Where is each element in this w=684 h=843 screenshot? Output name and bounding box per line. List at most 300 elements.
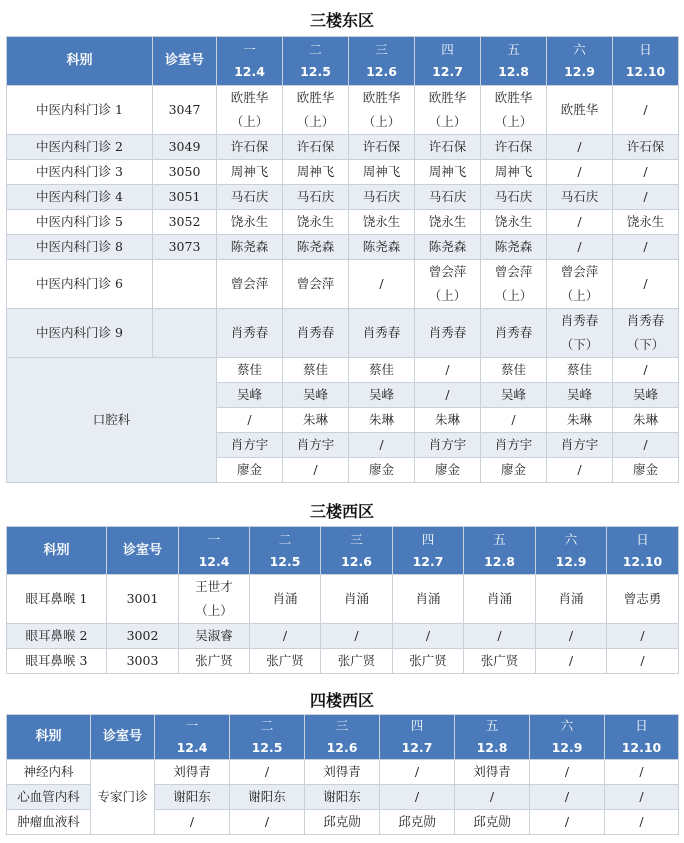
schedule-table-west-3f	[6, 526, 679, 674]
doctor-cell	[415, 210, 481, 235]
doctor-cell	[547, 160, 613, 185]
doctor-cell	[321, 624, 393, 649]
doctor-cell	[179, 624, 250, 649]
weekday-label: 日	[636, 531, 649, 547]
doctor-cell	[380, 760, 455, 785]
weekday-label: 六	[564, 531, 578, 547]
doctor-name: /	[264, 814, 270, 829]
doctor-name: /	[354, 628, 359, 643]
room-cell	[153, 309, 217, 358]
room-cell: 专家门诊	[91, 760, 155, 835]
table-row	[7, 210, 679, 235]
session-note: （下）	[626, 337, 665, 352]
dept-cell: 中医内科门诊 5	[7, 210, 153, 235]
date-label: 12.10	[622, 553, 663, 569]
header-day	[481, 37, 547, 86]
doctor-name: 曾会萍	[230, 276, 269, 291]
doctor-cell: 吴峰	[547, 383, 613, 408]
doctor-name: 许石保	[428, 139, 467, 154]
doctor-cell: 蔡佳	[349, 358, 415, 383]
session-note: （上）	[428, 114, 467, 129]
doctor-name: 许石保	[494, 139, 533, 154]
session-note: （上）	[494, 288, 533, 303]
weekday-label: 三	[375, 42, 388, 57]
weekday-label: 日	[635, 718, 648, 733]
header-day	[230, 715, 305, 760]
doctor-cell	[613, 185, 679, 210]
room-cell: 3003	[107, 649, 179, 674]
doctor-name: 肖秀春	[428, 325, 467, 340]
doctor-cell	[155, 810, 230, 835]
doctor-name: 饶永生	[494, 214, 533, 229]
doctor-cell	[217, 185, 283, 210]
doctor-cell: 朱琳	[349, 408, 415, 433]
doctor-name: 周神飞	[230, 164, 269, 179]
doctor-cell: 朱琳	[613, 408, 679, 433]
doctor-cell	[536, 575, 607, 624]
room-cell: 3047	[153, 86, 217, 135]
doctor-cell: 廖金	[217, 458, 283, 483]
doctor-name: 张广贤	[195, 653, 233, 668]
doctor-cell: 蔡佳	[217, 358, 283, 383]
doctor-cell: 朱琳	[547, 408, 613, 433]
header-day	[217, 37, 283, 86]
doctor-cell: /	[613, 358, 679, 383]
session-note: （上）	[195, 603, 233, 618]
doctor-cell	[536, 624, 607, 649]
doctor-cell	[481, 160, 547, 185]
doctor-cell	[155, 760, 230, 785]
doctor-cell	[283, 309, 349, 358]
doctor-name: 陈尧森	[428, 239, 467, 254]
session-note: （上）	[428, 288, 467, 303]
doctor-name: /	[425, 628, 431, 643]
date-label: 12.4	[176, 740, 208, 755]
doctor-name: 欧胜华	[494, 90, 533, 105]
doctor-cell: 肖方宇	[217, 433, 283, 458]
doctor-cell	[283, 135, 349, 160]
session-note: （下）	[560, 337, 599, 352]
doctor-cell	[415, 86, 481, 135]
doctor-name: 吴淑睿	[195, 628, 233, 643]
table-row	[7, 185, 679, 210]
schedule-table-west-4f	[6, 714, 679, 835]
doctor-cell	[283, 210, 349, 235]
doctor-name: 饶永生	[296, 214, 335, 229]
doctor-cell	[605, 810, 679, 835]
doctor-name: 周神飞	[362, 164, 401, 179]
header-dept: 科别	[7, 527, 107, 575]
dept-cell: 口腔科	[7, 358, 217, 483]
section-title-west-3f: 三楼西区	[309, 502, 374, 521]
doctor-name: 曾会萍	[296, 276, 335, 291]
header-day	[349, 37, 415, 86]
doctor-name: /	[577, 139, 582, 154]
doctor-cell: 吴峰	[481, 383, 547, 408]
doctor-cell	[530, 760, 605, 785]
weekday-label: 一	[185, 718, 199, 733]
doctor-cell	[380, 810, 455, 835]
header-day	[305, 715, 380, 760]
doctor-name: /	[564, 764, 570, 779]
room-cell: 3049	[153, 135, 217, 160]
doctor-cell	[349, 185, 415, 210]
dept-cell: 中医内科门诊 1	[7, 86, 153, 135]
doctor-name: 刘得青	[173, 764, 211, 779]
header-day	[536, 527, 607, 575]
doctor-name: 陈尧森	[362, 239, 401, 254]
header-day	[250, 527, 321, 575]
doctor-cell	[393, 649, 464, 674]
weekday-label: 二	[309, 42, 322, 57]
doctor-cell	[547, 135, 613, 160]
doctor-cell: /	[349, 433, 415, 458]
doctor-name: 肖涌	[486, 591, 512, 606]
doctor-cell	[613, 135, 679, 160]
doctor-cell	[217, 210, 283, 235]
weekday-label: 一	[243, 42, 256, 57]
dept-cell: 眼耳鼻喉 1	[7, 575, 107, 624]
weekday-label: 三	[335, 718, 349, 733]
doctor-name: 张广贤	[480, 653, 519, 668]
weekday-label: 三	[350, 531, 363, 547]
doctor-cell	[613, 309, 679, 358]
table-row	[7, 86, 679, 135]
doctor-cell	[415, 160, 481, 185]
table-row	[7, 649, 679, 674]
table-row	[7, 135, 679, 160]
doctor-name: /	[414, 764, 420, 779]
doctor-cell: 廖金	[481, 458, 547, 483]
dept-cell: 中医内科门诊 6	[7, 260, 153, 309]
doctor-name: 马石庆	[296, 189, 335, 204]
doctor-cell: 吴峰	[217, 383, 283, 408]
dept-cell: 神经内科	[7, 760, 91, 785]
session-note: （上）	[494, 114, 533, 129]
doctor-name: /	[643, 102, 648, 117]
doctor-cell	[481, 210, 547, 235]
dept-cell: 中医内科门诊 8	[7, 235, 153, 260]
doctor-cell	[455, 810, 530, 835]
weekday-label: 四	[421, 531, 435, 547]
doctor-cell	[530, 810, 605, 835]
header-day	[464, 527, 536, 575]
header-day	[283, 37, 349, 86]
header-day	[547, 37, 613, 86]
doctor-cell	[613, 86, 679, 135]
doctor-cell	[481, 135, 547, 160]
weekday-label: 六	[573, 42, 586, 57]
weekday-label: 五	[507, 42, 520, 57]
table-row	[7, 575, 679, 624]
doctor-name: 饶永生	[362, 214, 401, 229]
doctor-name: /	[189, 814, 195, 829]
table-row	[7, 260, 679, 309]
doctor-name: 饶永生	[626, 214, 665, 229]
doctor-name: 许石保	[296, 139, 335, 154]
doctor-cell	[613, 235, 679, 260]
doctor-name: /	[568, 628, 574, 643]
doctor-name: 陈尧森	[296, 239, 335, 254]
section-title-west-4f: 四楼西区	[309, 691, 374, 710]
doctor-cell: 吴峰	[283, 383, 349, 408]
doctor-cell	[455, 785, 530, 810]
dept-cell: 眼耳鼻喉 2	[7, 624, 107, 649]
doctor-cell	[217, 160, 283, 185]
doctor-cell: 肖方宇	[481, 433, 547, 458]
doctor-cell: /	[613, 433, 679, 458]
table-row	[7, 235, 679, 260]
date-label: 12.4	[198, 553, 230, 569]
doctor-name: 肖秀春	[230, 325, 269, 340]
doctor-cell	[481, 260, 547, 309]
doctor-name: 曾会萍	[494, 264, 533, 279]
doctor-cell	[455, 760, 530, 785]
dept-cell: 中医内科门诊 4	[7, 185, 153, 210]
doctor-name: 周神飞	[494, 164, 533, 179]
header-day	[321, 527, 393, 575]
doctor-cell	[230, 760, 305, 785]
date-label: 12.8	[476, 740, 508, 755]
date-label: 12.10	[625, 64, 666, 79]
doctor-cell	[349, 160, 415, 185]
doctor-name: 谢阳东	[323, 789, 361, 804]
header-day	[607, 527, 679, 575]
doctor-name: 肖涌	[558, 591, 584, 606]
doctor-cell	[415, 309, 481, 358]
doctor-cell	[217, 260, 283, 309]
doctor-cell: 肖方宇	[547, 433, 613, 458]
doctor-name: /	[564, 789, 570, 804]
session-note: （上）	[230, 114, 269, 129]
table-row	[7, 624, 679, 649]
header-day	[415, 37, 481, 86]
doctor-cell	[349, 309, 415, 358]
header-day	[179, 527, 250, 575]
date-label: 12.8	[498, 64, 529, 79]
doctor-cell	[607, 649, 679, 674]
doctor-name: 刘得青	[473, 764, 511, 779]
doctor-cell	[547, 210, 613, 235]
doctor-name: 陈尧森	[494, 239, 533, 254]
doctor-cell: 吴峰	[349, 383, 415, 408]
doctor-cell	[283, 160, 349, 185]
header-day	[455, 715, 530, 760]
doctor-name: 许石保	[362, 139, 401, 154]
doctor-name: /	[568, 653, 574, 668]
doctor-name: 谢阳东	[248, 789, 286, 804]
doctor-name: 邱克勋	[473, 814, 511, 829]
doctor-cell	[349, 135, 415, 160]
doctor-cell: 蔡佳	[481, 358, 547, 383]
doctor-cell	[305, 785, 380, 810]
doctor-name: 马石庆	[428, 189, 467, 204]
doctor-name: 饶永生	[428, 214, 467, 229]
doctor-name: 欧胜华	[428, 90, 467, 105]
doctor-cell	[613, 260, 679, 309]
dept-cell: 中医内科门诊 2	[7, 135, 153, 160]
doctor-cell	[613, 160, 679, 185]
doctor-cell	[349, 260, 415, 309]
doctor-cell	[321, 575, 393, 624]
doctor-cell	[283, 235, 349, 260]
doctor-name: 马石庆	[560, 189, 599, 204]
dept-cell: 心血管内科	[7, 785, 91, 810]
doctor-cell: 廖金	[613, 458, 679, 483]
doctor-cell	[283, 185, 349, 210]
dept-cell: 眼耳鼻喉 3	[7, 649, 107, 674]
doctor-name: /	[264, 764, 270, 779]
doctor-name: 张广贤	[337, 653, 376, 668]
doctor-name: /	[577, 214, 582, 229]
doctor-cell	[283, 86, 349, 135]
doctor-name: 曾会萍	[560, 264, 599, 279]
doctor-cell	[605, 760, 679, 785]
doctor-cell: 廖金	[349, 458, 415, 483]
header-room: 诊室号	[153, 37, 217, 86]
doctor-name: 邱克勋	[398, 814, 436, 829]
weekday-label: 一	[207, 531, 221, 547]
doctor-name: /	[639, 814, 644, 829]
doctor-cell	[415, 235, 481, 260]
date-label: 12.9	[551, 740, 583, 755]
doctor-name: 周神飞	[428, 164, 467, 179]
header-dept: 科别	[7, 715, 91, 760]
doctor-cell	[283, 260, 349, 309]
doctor-name: /	[489, 789, 495, 804]
doctor-cell: 朱琳	[415, 408, 481, 433]
doctor-cell	[305, 810, 380, 835]
doctor-name: /	[282, 628, 288, 643]
doctor-cell: /	[415, 383, 481, 408]
doctor-cell	[349, 210, 415, 235]
room-cell: 3051	[153, 185, 217, 210]
doctor-cell	[547, 309, 613, 358]
doctor-name: 欧胜华	[560, 102, 599, 117]
date-label: 12.9	[564, 64, 595, 79]
schedule-table-east-3f	[6, 36, 679, 483]
doctor-name: 马石庆	[362, 189, 401, 204]
room-cell: 3050	[153, 160, 217, 185]
doctor-name: 马石庆	[230, 189, 269, 204]
weekday-label: 四	[441, 42, 454, 57]
doctor-cell	[349, 235, 415, 260]
doctor-cell	[217, 135, 283, 160]
doctor-name: 肖秀春	[626, 313, 665, 328]
header-day	[393, 527, 464, 575]
date-label: 12.7	[432, 64, 463, 79]
doctor-cell	[464, 624, 536, 649]
doctor-cell	[179, 649, 250, 674]
doctor-cell	[250, 575, 321, 624]
doctor-name: 邱克勋	[323, 814, 361, 829]
date-label: 12.5	[269, 553, 301, 569]
room-cell: 3001	[107, 575, 179, 624]
session-note: （上）	[362, 114, 401, 129]
doctor-cell	[250, 649, 321, 674]
doctor-cell	[605, 785, 679, 810]
date-label: 12.4	[234, 64, 265, 79]
header-day	[530, 715, 605, 760]
doctor-cell	[155, 785, 230, 810]
doctor-name: /	[577, 239, 582, 254]
date-label: 12.6	[366, 64, 397, 79]
room-cell: 3002	[107, 624, 179, 649]
room-cell: 3073	[153, 235, 217, 260]
doctor-cell	[230, 810, 305, 835]
date-label: 12.6	[341, 553, 372, 569]
doctor-cell	[607, 624, 679, 649]
doctor-cell	[393, 575, 464, 624]
dept-cell: 中医内科门诊 9	[7, 309, 153, 358]
table-row	[7, 358, 679, 383]
doctor-name: /	[643, 189, 648, 204]
doctor-cell: 蔡佳	[547, 358, 613, 383]
doctor-cell	[393, 624, 464, 649]
doctor-cell: 朱琳	[283, 408, 349, 433]
doctor-name: /	[639, 789, 644, 804]
doctor-name: /	[639, 764, 644, 779]
header-day	[613, 37, 679, 86]
doctor-name: /	[564, 814, 570, 829]
doctor-name: 曾会萍	[428, 264, 467, 279]
doctor-cell	[607, 575, 679, 624]
date-label: 12.8	[484, 553, 515, 569]
doctor-cell	[349, 86, 415, 135]
date-label: 12.7	[401, 740, 433, 755]
doctor-cell	[547, 260, 613, 309]
header-room: 诊室号	[91, 715, 155, 760]
doctor-cell	[547, 185, 613, 210]
header-day	[380, 715, 455, 760]
session-note: （上）	[560, 288, 599, 303]
doctor-cell	[415, 135, 481, 160]
doctor-name: 王世才	[195, 579, 233, 594]
room-cell: 3052	[153, 210, 217, 235]
doctor-cell	[481, 235, 547, 260]
date-label: 12.7	[412, 553, 444, 569]
date-label: 12.6	[326, 740, 358, 755]
section-title-east-3f: 三楼东区	[309, 11, 374, 30]
doctor-name: 张广贤	[266, 653, 304, 668]
weekday-label: 二	[278, 531, 292, 547]
dept-cell: 中医内科门诊 3	[7, 160, 153, 185]
doctor-cell	[464, 649, 536, 674]
doctor-cell	[217, 309, 283, 358]
doctor-cell: /	[217, 408, 283, 433]
doctor-name: /	[379, 276, 384, 291]
doctor-name: 肖秀春	[362, 325, 401, 340]
doctor-cell	[481, 185, 547, 210]
doctor-name: /	[577, 164, 582, 179]
weekday-label: 四	[410, 718, 424, 733]
doctor-name: 欧胜华	[296, 90, 335, 105]
doctor-cell	[530, 785, 605, 810]
doctor-cell: 廖金	[415, 458, 481, 483]
doctor-cell: /	[415, 358, 481, 383]
doctor-cell	[250, 624, 321, 649]
session-note: （上）	[296, 114, 335, 129]
doctor-cell: 肖方宇	[415, 433, 481, 458]
doctor-name: 张广贤	[409, 653, 447, 668]
doctor-cell	[179, 575, 250, 624]
header-room: 诊室号	[107, 527, 179, 575]
doctor-name: 肖涌	[343, 591, 369, 606]
doctor-name: 饶永生	[230, 214, 269, 229]
doctor-name: /	[643, 164, 648, 179]
table-row	[7, 160, 679, 185]
doctor-cell: /	[283, 458, 349, 483]
